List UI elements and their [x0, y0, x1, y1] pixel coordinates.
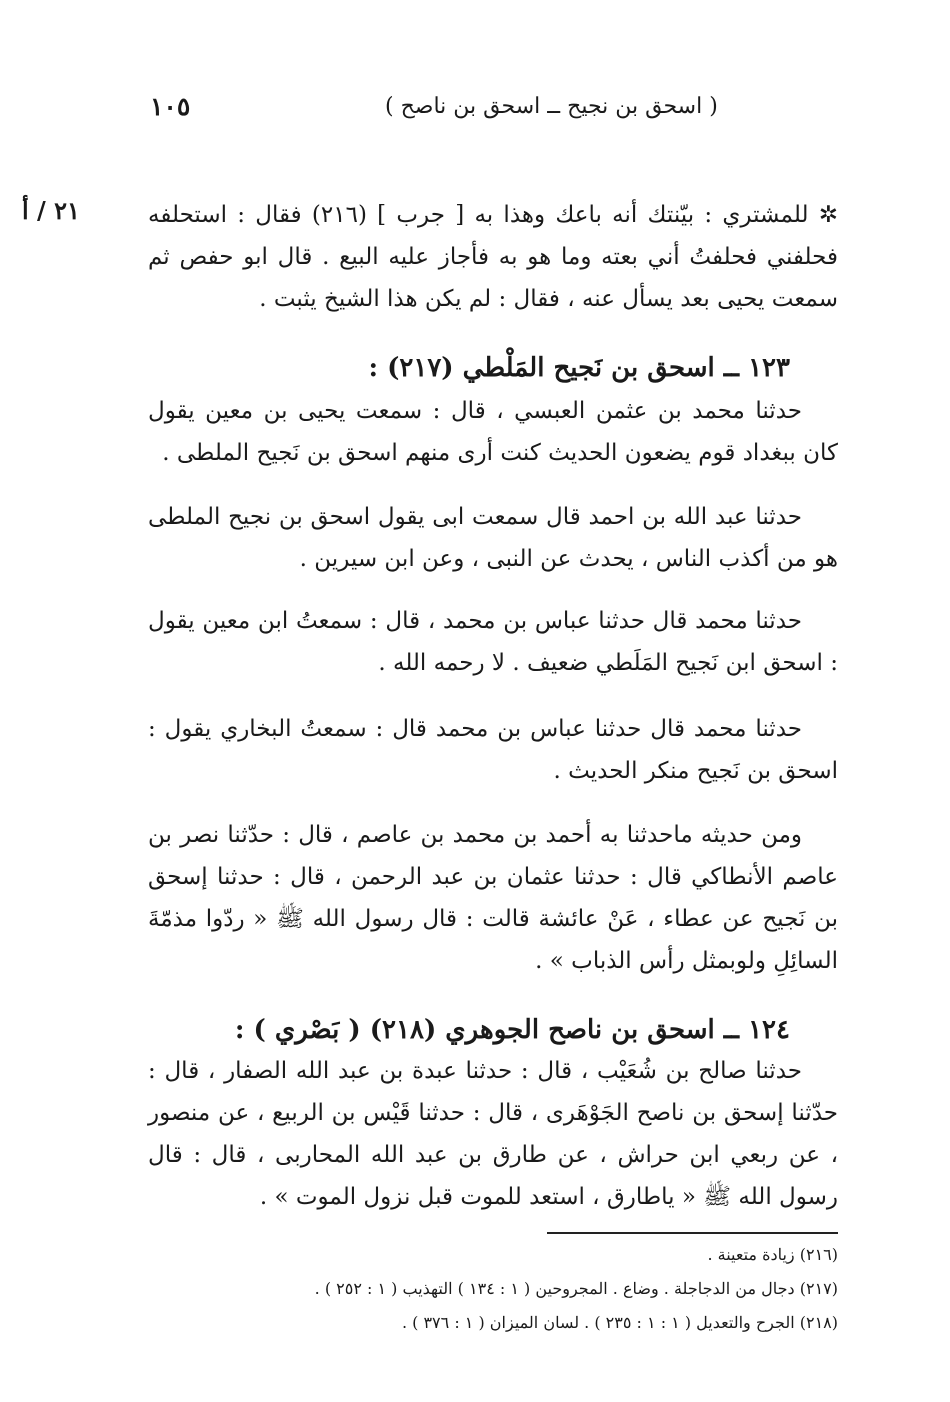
paragraph-entry-123-3: حدثنا محمد قال حدثنا عباس بن محمد ، قال : سمعتُ ابن معين يقول : اسحق ابن نَجيح المَلَطي ضعيف . لا رحمه الله .	[148, 608, 838, 676]
paragraph-continuation: ✲ للمشتري : بيّنتك أنه باعك وهذا به [ جرب ] (٢١٦) فقال : استحلفه فحلفني فحلفتُ أني بعته وما هو به فأجاز عليه البيع . قال ابو حفص ثم سمعت يحيى بعد يسأل عنه ، فقال : لم يكن هذا الشيخ يثبت .	[148, 202, 838, 312]
entry-heading-124: ١٢٤ ــ اسحق بن ناصح الجوهري (٢١٨) ( بَصْري ) :	[234, 1015, 790, 1045]
paragraph-entry-123-hadith: ومن حديثه ماحدثنا به أحمد بن محمد بن عاصم ، قال : حدّثنا نصر بن عاصم الأنطاكي قال : حدثنا عثمان بن عبد الرحمن ، قال : حدثنا إسحق بن نَجيح عن عطاء ، عَنْ عائشة قالت : قال رسول الله ﷺ « ردّوا مذمّةَ السائِلِ ولوبمثل رأس الذباب » .	[148, 822, 838, 974]
paragraph-entry-123-4: حدثنا محمد قال حدثنا عباس بن محمد قال : سمعتُ البخاري يقول : اسحق بن نَجيح منكر الحديث .	[148, 716, 838, 784]
paragraph-entry-123-2: حدثنا عبد الله بن احمد قال سمعت ابى يقول اسحق بن نجيح الملطى هو من أكذب الناس ، يحدث عن النبى ، وعن ابن سيرين .	[148, 504, 838, 572]
paragraph-entry-124-1: حدثنا صالح بن شُعَيْب ، قال : حدثنا عبدة بن عبد الله الصفار ، قال : حدّثنا إسحق بن ناصح الجَوْهَرى ، قال : حدثنا قَيْس بن الربيع ، عن منصور ، عن ربعي ابن حراش ، عن طارق بن عبد الله المحاربى ، قال : قال رسول الله ﷺ « ياطارق ، استعد للموت قبل نزول الموت » .	[148, 1058, 838, 1210]
running-title: ( اسحق بن نجيح ــ اسحق بن ناصح )	[385, 94, 718, 119]
page-number: ١٠٥	[150, 92, 191, 121]
footnote-218: (٢١٨) الجرح والتعديل ( ١ : ١ : ٢٣٥ ) . لسان الميزان ( ١ : ٣٧٦ ) .	[401, 1313, 838, 1332]
footnote-216: (٢١٦) زيادة متعينة .	[707, 1245, 838, 1264]
page-header	[140, 92, 840, 132]
paragraph-entry-123-1: حدثنا محمد بن عثمن العبسي ، قال : سمعت يحيى بن معين يقول كان ببغداد قوم يضعون الحديث كنت أرى منهم اسحق بن نَجيح الملطى .	[148, 398, 838, 466]
margin-folio-reference: ٢١ / أ	[22, 196, 80, 225]
footnotes	[300, 1238, 838, 1340]
footnote-separator	[547, 1232, 838, 1234]
footnote-217: (٢١٧) دجال من الدجاجلة . وضاع . المجروحين ( ١ : ١٣٤ ) التهذيب ( ١ : ٢٥٢ ) .	[314, 1279, 838, 1298]
entry-heading-123: ١٢٣ ــ اسحق بن نَجيح المَلْطي (٢١٧) :	[368, 353, 790, 383]
